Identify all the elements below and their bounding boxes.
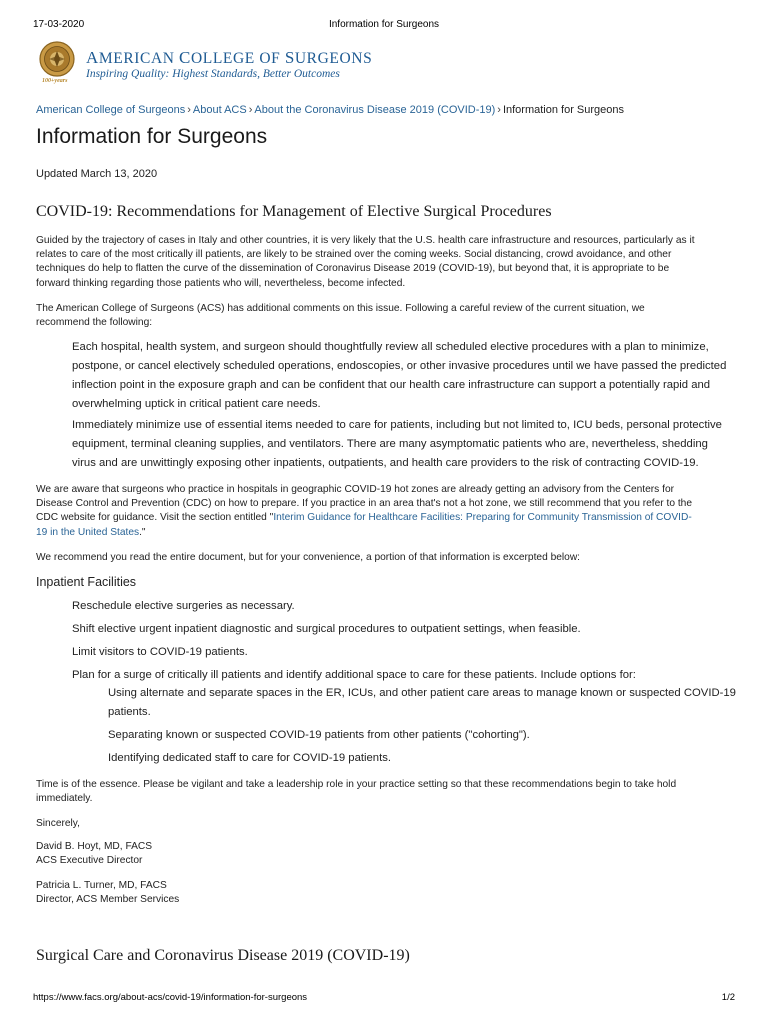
inpatient-facilities-heading: Inpatient Facilities xyxy=(36,575,137,589)
breadcrumb xyxy=(36,104,624,116)
paragraph-excerpt: We recommend you read the entire document, but for your convenience, a portion of that information is excerpted below: xyxy=(36,552,581,563)
paragraph-urgency: Time is of the essence. Please be vigilant and take a leadership role in your practice setting so that these recommendations begin to take hold immediately. xyxy=(36,779,677,805)
print-title: Information for Surgeons xyxy=(328,19,440,30)
cdc-guidance-link-cont[interactable]: 19 in the United States xyxy=(36,526,140,538)
paragraph-intro: Guided by the trajectory of cases in Italy and other countries, it is very likely that the U.S. health care infrastructure and resources, particularly as it relates to care of the most critically ill patients, are likely to be strained over the coming weeks. Social distancing, crowd avoidance, and other techniques do help to flatten the curve of the dissemination of Coronavirus Disease 2019 (COVID-19), but beyond that, it is appropriate to be forward thinking regarding those patients who will, nevertheless, become infected. xyxy=(36,235,695,289)
breadcrumb-separator: › xyxy=(497,104,501,116)
print-header xyxy=(0,19,768,31)
breadcrumb-separator: › xyxy=(248,104,253,116)
list-item: Shift elective urgent inpatient diagnostic and surgical procedures to outpatient settings, when feasible. xyxy=(72,623,581,635)
recommendation-minimize: Immediately minimize use of essential items needed to care for patients, including but not limited to, ICU beds, personal protective equipment, terminal cleaning supplies, and ventilators. There are many asymptomatic patients who are, nevertheless, shedding virus and are unwittingly exposing other inpatients, outpatients, and health care providers to the risk of contracting COVID-19. xyxy=(72,419,722,469)
updated-date: Updated March 13, 2020 xyxy=(36,168,158,180)
sub-list-item: Identifying dedicated staff to care for COVID-19 patients. xyxy=(108,752,391,764)
breadcrumb-separator: › xyxy=(187,104,191,116)
list-item: Plan for a surge of critically ill patients and identify additional space to care for these patients. Include options for: xyxy=(72,669,636,681)
recommendation-review: Each hospital, health system, and surgeon should thoughtfully review all scheduled elective procedures with a plan to minimize, postpone, or cancel electively scheduled operations, endoscopies, or other invasive procedures until we have passed the predicted inflection point in the exposure graph and can be confident that our health care infrastructure can support a potentially rapid and overwhelming uptick in critical patient care needs. xyxy=(72,341,727,410)
seal-caption: 100+years xyxy=(42,78,68,84)
page-url: https://www.facs.org/about-acs/covid-19/information-for-surgeons xyxy=(33,992,308,1003)
paragraph-acs-comments: The American College of Surgeons (ACS) has additional comments on this issue. Following a careful review of the current situation, we recommend the following: xyxy=(36,303,645,329)
breadcrumb-link-acs[interactable]: American College of Surgeons xyxy=(36,104,186,116)
section-heading-elective: COVID-19: Recommendations for Management of Elective Surgical Procedures xyxy=(36,203,552,220)
closing-salutation: Sincerely, xyxy=(36,818,80,829)
page-title: Information for Surgeons xyxy=(36,125,268,148)
section-heading-surgical-care: Surgical Care and Coronavirus Disease 2019 (COVID-19) xyxy=(36,947,410,964)
list-item: Limit visitors to COVID-19 patients. xyxy=(72,646,248,658)
sub-list-item: Separating known or suspected COVID-19 patients from other patients ("cohorting"). xyxy=(108,729,530,741)
breadcrumb-link-about-acs[interactable]: About ACS xyxy=(192,104,247,116)
org-name: AMERICAN COLLEGE OF SURGEONS xyxy=(86,48,373,67)
sub-list-item: Using alternate and separate spaces in the ER, ICUs, and other patient care areas to manage known or suspected COVID-19 patients. xyxy=(108,687,736,718)
breadcrumb-current: Information for Surgeons xyxy=(502,104,625,116)
list-item: Reschedule elective surgeries as necessary. xyxy=(72,600,295,612)
breadcrumb-link-covid[interactable]: About the Coronavirus Disease 2019 (COVID-19) xyxy=(254,104,496,116)
page-number: 1/2 xyxy=(721,992,735,1003)
signature-hoyt: David B. Hoyt, MD, FACS ACS Executive Director xyxy=(36,841,153,867)
cdc-guidance-link[interactable]: Interim Guidance for Healthcare Facilities: Preparing for Community Transmission of COVID- xyxy=(273,512,692,524)
paragraph-cdc: We are aware that surgeons who practice in hospitals in geographic COVID-19 hot zones are already getting an advisory from the Centers for Disease Control and Prevention (CDC) on how to prepare. If you practice in an area that's not a hot zone, we still recommend that you refer to the CDC website for guidance. Visit the section entitled "Interim Guidance for Healthcare Facilities: Preparing for Community Transmission of COVID- 19 in the United States." xyxy=(36,484,692,538)
signature-turner: Patricia L. Turner, MD, FACS Director, ACS Member Services xyxy=(36,880,180,906)
print-date: 17-03-2020 xyxy=(33,19,85,30)
org-tagline: Inspiring Quality: Highest Standards, Better Outcomes xyxy=(86,68,340,80)
acs-logo[interactable] xyxy=(36,40,373,90)
